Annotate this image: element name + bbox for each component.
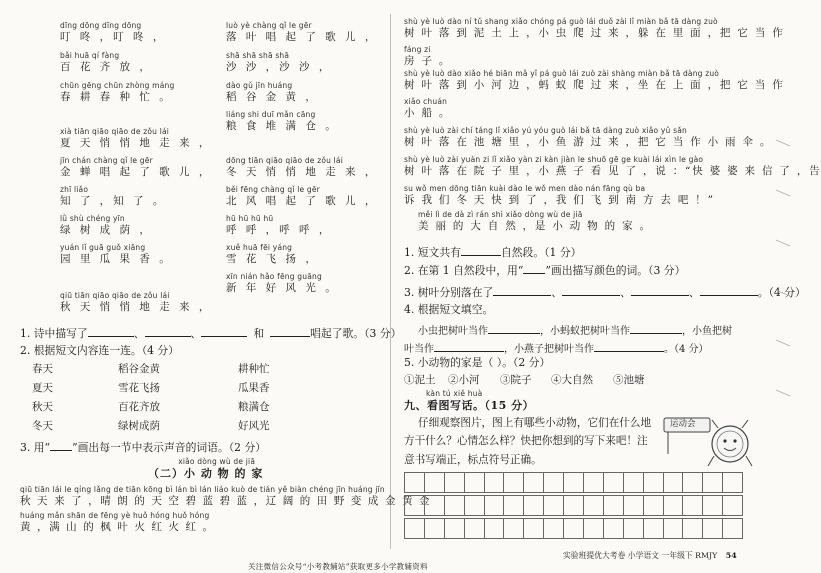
question-suffix: 。（4 分）: [757, 286, 806, 299]
pinyin-line: [404, 70, 785, 90]
underline-sample: [523, 273, 545, 274]
hanzi: 百 花 齐 放 ，: [60, 60, 153, 73]
season-item[interactable]: 春天: [32, 363, 53, 375]
question-number: 2.: [20, 344, 31, 357]
instruction-line: 方干什么？心情怎么样？快把你想到的写下来吧！注: [404, 435, 648, 447]
pinyin-line: [60, 292, 212, 312]
grid-cell[interactable]: [523, 472, 544, 493]
pinyin: xīn nián hǎo fēng guāng: [226, 272, 322, 281]
pinyin: liáng shi duī mǎn cāng: [226, 110, 316, 119]
answer-blank[interactable]: [270, 327, 310, 337]
grid-cell[interactable]: [484, 472, 505, 493]
answer-blank[interactable]: [88, 327, 134, 337]
question-number: 5.: [404, 356, 415, 369]
answer-blank[interactable]: [562, 286, 620, 296]
separator: 、: [133, 327, 145, 340]
grid-cell[interactable]: [464, 472, 485, 493]
grid-cell[interactable]: [643, 495, 664, 516]
section-9-pinyin: kàn tú xiě huà: [426, 389, 483, 398]
pinyin-line: [60, 186, 166, 206]
hanzi: 诉 我 们 冬 天 快 到 了 ，我 们 飞 到 南 方 去 吧 ！”: [404, 193, 715, 206]
grid-row: [404, 472, 760, 495]
hanzi: 树 叶 落 在 院 子 里 ，小 燕 子 看 见 了 ，说 ：“快 婆 婆 来 信 了 ，告: [404, 164, 821, 177]
left-question-2: [20, 346, 179, 357]
fill-text: ，小蚂蚁把树叶当作: [540, 326, 630, 337]
pinyin-line: [60, 215, 153, 235]
question-text: 短文共有: [417, 246, 461, 259]
pinyin-line: [404, 98, 451, 118]
pinyin: su wǒ men dōng tiān kuài dào le wǒ men dào nán fāng qù ba: [404, 184, 646, 193]
hanzi: 叮 咚 ，叮 咚 ，: [60, 30, 167, 43]
grid-cell[interactable]: [663, 495, 684, 516]
pinyin: luò yè chàng qǐ le gēr: [226, 21, 312, 30]
question-number: 4.: [404, 303, 415, 316]
pinyin-line: [404, 18, 785, 38]
pinyin: zhī liǎo: [60, 185, 89, 194]
pinyin-line: [404, 46, 451, 66]
pinyin-line: [226, 157, 378, 177]
answer-blank[interactable]: [434, 342, 504, 352]
footer-promo: 关注微信公众号“小考教辅站”获取更多小学教辅资料: [248, 562, 428, 571]
pinyin-line: [404, 127, 772, 147]
result-item[interactable]: 粮满仓: [238, 401, 270, 413]
phrase-item[interactable]: 绿树成荫: [118, 420, 160, 432]
pinyin: qiū tiān lái le qíng lǎng de tiān kōng bì lán bì lán liáo kuò de tián yě biàn chéng jīn huáng jīn: [20, 485, 385, 494]
fill-text: 。（4 分）: [664, 344, 709, 355]
season-item[interactable]: 冬天: [32, 420, 53, 432]
pinyin-line: [20, 486, 431, 506]
grid-cell[interactable]: [623, 518, 644, 539]
right-question-3: [404, 286, 806, 299]
page-number: 54: [725, 551, 737, 560]
pinyin-line: [226, 22, 378, 42]
grid-cell[interactable]: [444, 472, 465, 493]
hanzi: 园 里 瓜 果 香 。: [60, 252, 173, 265]
book-info-text: 实验班提优大考卷 小学语文 一年级下 RMJY: [563, 551, 718, 560]
grid-cell[interactable]: [464, 495, 485, 516]
hanzi: 美 丽 的 大 自 然 ，是 小 动 物 的 家 。: [418, 219, 652, 232]
question-text: 自然段。（1 分）: [500, 246, 582, 259]
grid-cell[interactable]: [702, 472, 723, 493]
answer-blank[interactable]: [145, 327, 191, 337]
separator: 、: [688, 286, 700, 299]
grid-cell[interactable]: [623, 495, 644, 516]
grid-cell[interactable]: [523, 495, 544, 516]
grid-cell[interactable]: [404, 472, 425, 493]
hanzi: 树 叶 落 到 泥 土 上 ，小 虫 爬 过 来 ，躲 在 里 面 ，把 它 当 作: [404, 26, 785, 39]
pinyin-line: [226, 52, 332, 72]
pinyin: shā shā shā shā: [226, 51, 290, 60]
result-item[interactable]: 好风光: [238, 420, 270, 432]
separator: 、: [551, 286, 563, 299]
hanzi: 小 船 。: [404, 106, 452, 119]
answer-blank[interactable]: [488, 324, 540, 334]
pinyin: shù yè luò dào ní tǔ shang xiǎo chóng pá guò lái duǒ zài lǐ miàn bǎ tā dàng zuò: [404, 17, 718, 26]
grid-cell[interactable]: [543, 518, 564, 539]
grid-cell[interactable]: [663, 472, 684, 493]
question-number: 2.: [404, 264, 415, 277]
hanzi: 落 叶 唱 起 了 歌 儿 ，: [226, 30, 379, 43]
choice-option[interactable]: ②小河: [448, 374, 480, 386]
question-text: 树叶分别落在了: [417, 286, 494, 299]
separator: 、: [190, 327, 202, 340]
grid-cell[interactable]: [484, 495, 505, 516]
pinyin-line: [226, 186, 378, 206]
grid-cell[interactable]: [682, 518, 703, 539]
grid-cell[interactable]: [424, 472, 445, 493]
right-question-1: [404, 246, 581, 259]
question-number: 1.: [404, 246, 415, 259]
pinyin: bǎi huā qí fàng: [60, 51, 120, 60]
question-text: 用“: [33, 441, 51, 454]
right-question-4: [404, 305, 493, 316]
right-question-2: [404, 266, 685, 277]
grid-cell[interactable]: [424, 495, 445, 516]
phrase-item[interactable]: 稻谷金黄: [118, 363, 160, 375]
grid-cell[interactable]: [563, 472, 584, 493]
hanzi: 新 年 好 风 光 。: [226, 281, 339, 294]
question-number: 3.: [404, 286, 415, 299]
section-9-title: [404, 390, 534, 411]
grid-cell[interactable]: [623, 472, 644, 493]
grid-cell[interactable]: [583, 472, 604, 493]
pinyin: xiǎo chuán: [404, 97, 448, 106]
pinyin-line: [226, 215, 332, 235]
grid-cell[interactable]: [583, 495, 604, 516]
answer-blank[interactable]: [631, 286, 689, 296]
grid-cell[interactable]: [404, 518, 425, 539]
pinyin: huáng mǎn shān de fēng yè huǒ hóng huǒ hóng: [20, 511, 210, 520]
hanzi: 秋 天 悄 悄 地 走 来 ，: [60, 300, 213, 313]
sports-meet-illustration: [658, 414, 768, 470]
answer-blank[interactable]: [461, 246, 501, 256]
answer-blank[interactable]: [493, 286, 551, 296]
hanzi: 冬 天 悄 悄 地 走 来 ，: [226, 165, 379, 178]
fill-text: ，小鱼把树: [682, 326, 732, 337]
left-question-3: [20, 443, 266, 454]
grid-cell[interactable]: [583, 518, 604, 539]
hanzi: 秋 天 来 了 ，晴 朗 的 天 空 碧 蓝 碧 蓝 ，辽 阔 的 田 野 变 成 金 黄 金: [20, 494, 432, 507]
pinyin-line: [226, 273, 339, 293]
pinyin-line: [226, 244, 319, 264]
section-title-pinyin: xiǎo dòng wù de jiā: [178, 457, 256, 466]
result-item[interactable]: 耕种忙: [238, 363, 270, 375]
pinyin: shù yè luò zài chí táng lǐ xiǎo yú yóu guò lái bǎ tā dàng zuò xiǎo yǔ sǎn: [404, 126, 687, 135]
fill-text: 叶当作: [404, 344, 434, 355]
pinyin: lǜ shù chéng yīn: [60, 214, 125, 223]
grid-cell[interactable]: [722, 518, 743, 539]
question-number: 1.: [20, 327, 31, 340]
fill-line-2: [404, 342, 709, 355]
hanzi: 房 子 。: [404, 54, 452, 67]
grid-cell[interactable]: [603, 472, 624, 493]
grid-cell[interactable]: [563, 518, 584, 539]
choice-option[interactable]: ⑤池塘: [613, 374, 645, 386]
fill-text: ，小燕子把树叶当作: [504, 344, 594, 355]
section-9-text: 九、看图写话。（15 分）: [404, 398, 535, 412]
pinyin-line: [60, 22, 166, 42]
grid-cell[interactable]: [523, 518, 544, 539]
grid-cell[interactable]: [682, 472, 703, 493]
hanzi: 树 叶 落 在 池 塘 里 ，小 鱼 游 过 来 ，把 它 当 作 小 雨 伞 。: [404, 135, 773, 148]
grid-cell[interactable]: [444, 495, 465, 516]
underline-sample: [50, 450, 72, 451]
hanzi: 树 叶 落 到 小 河 边 ，蚂 蚁 爬 过 来 ，坐 在 上 面 ，把 它 当 作: [404, 78, 785, 91]
pinyin: shù yè luò zài yuàn zi lǐ xiǎo yàn zi kàn jiàn le shuō gē ge kuài lái xìn le gào: [404, 155, 704, 164]
question-text: ”画出每一节中表示声音的词语。（2 分）: [72, 441, 267, 454]
grid-cell[interactable]: [722, 495, 743, 516]
pinyin: dào gǔ jīn huáng: [226, 81, 293, 90]
question-number: 3.: [20, 441, 31, 454]
question-text: 小动物的家是（ ）。（2 分）: [417, 356, 551, 369]
answer-blank[interactable]: [201, 327, 247, 337]
phrase-item[interactable]: 雪花飞扬: [118, 382, 160, 394]
separator: 和: [253, 327, 265, 340]
question-text: 根据短文填空。: [417, 303, 494, 316]
pinyin-line: [20, 512, 215, 532]
choice-option[interactable]: ④大自然: [551, 374, 593, 386]
pinyin: dīng dōng dīng dōng: [60, 21, 142, 30]
pinyin: xuě huā fēi yáng: [226, 243, 293, 252]
grid-cell[interactable]: [643, 518, 664, 539]
section-title: [148, 458, 263, 479]
pinyin-line: [60, 128, 212, 148]
hanzi: 金 蝉 唱 起 了 歌 儿 ，: [60, 165, 213, 178]
grid-cell[interactable]: [603, 495, 624, 516]
grid-cell[interactable]: [543, 495, 564, 516]
question-text: 根据短文内容连一连。（4 分）: [33, 344, 180, 357]
season-item[interactable]: 夏天: [32, 382, 53, 394]
grid-cell[interactable]: [543, 472, 564, 493]
footer-book-info: [563, 550, 737, 561]
hanzi: 稻 谷 金 黄 ，: [226, 90, 319, 103]
grid-cell[interactable]: [503, 518, 524, 539]
pinyin-line: [60, 82, 174, 102]
grid-cell[interactable]: [722, 472, 743, 493]
hanzi: 绿 树 成 荫 ，: [60, 223, 153, 236]
grid-cell[interactable]: [702, 518, 723, 539]
choice-option[interactable]: ③院子: [500, 374, 532, 386]
pinyin: chūn gēng chūn zhòng máng: [60, 81, 175, 90]
hanzi: 沙 沙 ，沙 沙 ，: [226, 60, 333, 73]
answer-blank[interactable]: [594, 342, 664, 352]
pinyin: yuán lǐ guā guǒ xiāng: [60, 243, 146, 252]
hanzi: 夏 天 悄 悄 地 走 来 ，: [60, 136, 213, 149]
question-text: 诗中描写了: [33, 327, 88, 340]
sticker-label: 运动会: [670, 419, 696, 429]
choice-option[interactable]: ①泥土: [404, 374, 436, 386]
grid-cell[interactable]: [503, 472, 524, 493]
grid-cell[interactable]: [424, 518, 445, 539]
pinyin-line: [60, 52, 153, 72]
hanzi: 北 风 唱 起 了 歌 儿 ，: [226, 194, 379, 207]
grid-cell[interactable]: [603, 518, 624, 539]
grid-row: [404, 518, 760, 541]
hanzi: 雪 花 飞 扬 ，: [226, 252, 319, 265]
pinyin-line: [60, 244, 173, 264]
right-question-5: [404, 358, 550, 369]
pinyin: fáng zi: [404, 45, 431, 54]
separator: 、: [620, 286, 631, 299]
left-question-1: [20, 327, 401, 340]
grid-cell[interactable]: [643, 472, 664, 493]
grid-row: [404, 495, 760, 518]
margin-pattern-icon: [772, 130, 794, 440]
pinyin-line: [404, 185, 715, 205]
grid-cell[interactable]: [503, 495, 524, 516]
fill-line-1: [418, 324, 732, 337]
column-divider: [390, 14, 391, 549]
grid-cell[interactable]: [484, 518, 505, 539]
question-text: 在第 1 自然段中，用“: [417, 264, 524, 277]
question-suffix: 唱起了歌。（3 分）: [310, 327, 402, 340]
pinyin: měi lì de dà zì rán shì xiǎo dòng wù de jiā: [418, 210, 583, 219]
phrase-item[interactable]: 百花齐放: [118, 401, 160, 413]
pinyin-line: [60, 157, 212, 177]
margin-decoration: [772, 130, 794, 440]
pinyin: jīn chán chàng qǐ le gēr: [60, 156, 153, 165]
pinyin-line: [226, 111, 339, 131]
pinyin: hū hū hū hū: [226, 214, 274, 223]
section-title-text: （二）小 动 物 的 家: [148, 466, 264, 480]
hanzi: 粮 食 堆 满 仓 。: [226, 119, 339, 132]
pinyin-line: [226, 82, 319, 102]
answer-blank[interactable]: [700, 286, 758, 296]
hanzi: 春 耕 春 种 忙 。: [60, 90, 173, 103]
hanzi: 知 了 ，知 了 。: [60, 194, 167, 207]
grid-cell[interactable]: [444, 518, 465, 539]
writing-grid[interactable]: [404, 472, 760, 542]
grid-cell[interactable]: [702, 495, 723, 516]
grid-cell[interactable]: [464, 518, 485, 539]
fill-text: 小虫把树叶当作: [418, 326, 488, 337]
grid-cell[interactable]: [404, 495, 425, 516]
pinyin-line: [418, 211, 652, 231]
pinyin: běi fēng chàng qǐ le gēr: [226, 185, 320, 194]
result-item[interactable]: 瓜果香: [238, 382, 270, 394]
question-text: ”画出描写颜色的词。（3 分）: [545, 264, 686, 277]
grid-cell[interactable]: [663, 518, 684, 539]
season-item[interactable]: 秋天: [32, 401, 53, 413]
hanzi: 黄 ，满 山 的 枫 叶 火 红 火 红 。: [20, 520, 215, 533]
hanzi: 呼 呼 ，呼 呼 ，: [226, 223, 333, 236]
pinyin: shù yè luò dào xiǎo hé biān mǎ yǐ pá guò lái zuò zài shàng miàn bǎ tā dàng zuò: [404, 69, 720, 78]
pinyin: xià tiān qiāo qiāo de zǒu lái: [60, 127, 170, 136]
instruction-line: 意书写端正，标点符号正确。: [404, 454, 542, 466]
pinyin-line: [404, 156, 821, 176]
grid-cell[interactable]: [563, 495, 584, 516]
answer-blank[interactable]: [630, 324, 682, 334]
grid-cell[interactable]: [682, 495, 703, 516]
instruction-line: 仔细观察图片，图上有哪些小动物，它们在什么地: [418, 417, 652, 429]
pinyin: dōng tiān qiāo qiāo de zǒu lái: [226, 156, 344, 165]
pinyin: qiū tiān qiāo qiāo de zǒu lái: [60, 291, 170, 300]
